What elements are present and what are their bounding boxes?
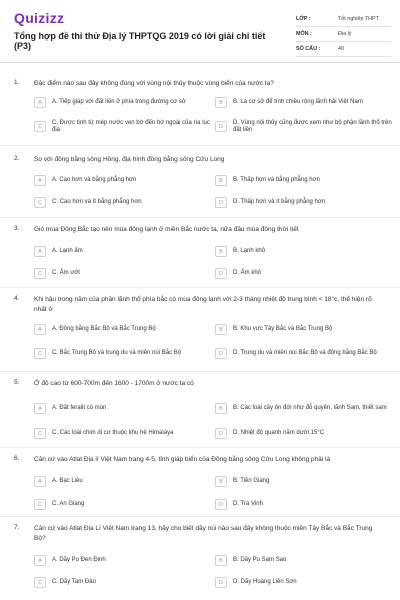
document-header <box>0 0 400 64</box>
option-letter-box: A <box>34 324 46 335</box>
option-letter-box: D <box>215 428 227 439</box>
option-text: B. Lạnh khô <box>233 248 266 254</box>
option-c[interactable] <box>34 266 214 281</box>
option-text: B. Tiền Giang <box>233 478 270 484</box>
question-divider <box>0 287 400 288</box>
option-b[interactable] <box>215 553 395 568</box>
meta-table <box>296 12 391 57</box>
question-text: Khi hậu trong năm của phần lãnh thổ phía bắc có mùa đông lạnh với 2-3 tháng nhiệt độ trung bình < 18°c, thể hiện rõ nhất ở <box>34 296 372 313</box>
question-text: Ở độ cao từ 600-700m đến 1600 - 1700m ở nước ta có <box>34 380 194 387</box>
option-text: D. Nhiệt độ quanh năm dưới 15°C <box>233 430 325 436</box>
question-text: Đặc điểm nào sau đây không đúng với vùng nội thủy thuộc vùng biển của nước ta? <box>34 80 274 87</box>
option-letter-box: B <box>215 403 227 414</box>
question-number: 2. <box>14 155 20 162</box>
option-text: C. Ấm ướt <box>52 270 80 276</box>
question-number: 5. <box>14 379 20 386</box>
question-text: So với đồng bằng sông Hồng, địa hình đồng bằng sông Cửu Long <box>34 156 225 163</box>
option-c[interactable] <box>34 426 214 441</box>
option-letter-box: C <box>34 428 46 439</box>
option-text: A. Đất feralit có mùn <box>52 405 107 411</box>
option-text: C. Được tính từ mép nước ven bờ đến bờ ngoài của rìa lục địa <box>52 119 210 133</box>
option-text: C. Các loài chim di cư thuộc khu hệ Himalaya <box>52 430 174 436</box>
option-letter-box: B <box>215 476 227 487</box>
question-text: Căn cứ vào Atlat Địa Lí Việt Nam trang 13, hãy cho biết dãy núi nào sau đây không thuộc miền Tây Bắc và Bắc Trung Bộ? <box>34 525 373 542</box>
option-a[interactable] <box>34 95 214 110</box>
option-letter-box: C <box>34 121 46 132</box>
question-number: 7. <box>14 524 20 531</box>
meta-row-class <box>296 12 391 27</box>
option-text: D. Vùng nội thủy cũng được xem như bộ phận lãnh thổ trên đất liền <box>233 119 392 133</box>
option-letter-box: B <box>215 324 227 335</box>
option-letter-box: A <box>34 246 46 257</box>
option-letter-box: B <box>215 555 227 566</box>
option-letter-box: A <box>34 476 46 487</box>
option-c[interactable] <box>34 575 214 590</box>
option-letter-box: D <box>215 121 227 132</box>
option-text: B. Là cơ sở để tính chiều rộng lãnh hải Việt Nam <box>233 99 363 105</box>
option-c[interactable] <box>34 497 214 512</box>
option-letter-box: C <box>34 197 46 208</box>
option-text: B. Các loài cây ôn đới như đỗ quyên, lãnh Sam, thiết sam <box>233 405 387 411</box>
option-text: C. An Giang <box>52 501 85 507</box>
option-d[interactable] <box>215 575 395 590</box>
meta-label: MÔN : <box>296 31 312 37</box>
option-letter-box: D <box>215 499 227 510</box>
question-divider <box>0 145 400 146</box>
option-letter-box: C <box>34 268 46 279</box>
question-number: 1. <box>14 79 20 86</box>
option-b[interactable] <box>215 173 395 188</box>
option-text: A. Dãy Pu Đen Đinh <box>52 557 106 563</box>
option-b[interactable] <box>215 474 395 489</box>
question-text: Gió mùa Đông Bắc tạo nên mùa đông lạnh ở miền Bắc nước ta, nửa đầu mùa đông thời tiết <box>34 226 299 233</box>
option-d[interactable] <box>215 497 395 512</box>
option-letter-box: B <box>215 246 227 257</box>
option-c[interactable] <box>34 346 214 361</box>
option-text: A. Đồng bằng Bắc Bộ và Bắc Trung Bộ <box>52 326 156 332</box>
meta-label: SỐ CÂU : <box>296 46 321 52</box>
option-letter-box: D <box>215 348 227 359</box>
meta-row-subject <box>296 27 391 42</box>
option-letter-box: D <box>215 268 227 279</box>
question-number: 4. <box>14 295 20 302</box>
option-a[interactable] <box>34 173 214 188</box>
option-text: A. Tiếp giáp với đất liền ở phía trong đường cơ sở <box>52 99 186 105</box>
option-b[interactable] <box>215 322 395 337</box>
option-letter-box: C <box>34 348 46 359</box>
meta-value: Tốt nghiệp THPT <box>338 16 379 22</box>
option-text: C. Dãy Tam Đảo <box>52 579 96 585</box>
question-divider <box>0 447 400 448</box>
meta-row-question-count <box>296 42 391 57</box>
option-d[interactable] <box>215 266 395 281</box>
meta-label: LỚP : <box>296 16 311 22</box>
meta-value: 40 <box>338 46 344 52</box>
option-text: A. Lạnh ẩm <box>52 248 83 254</box>
option-text: B. Khu vực Tây Bắc và Bắc Trung Bộ <box>233 326 333 332</box>
option-letter-box: C <box>34 577 46 588</box>
option-letter-box: C <box>34 499 46 510</box>
option-a[interactable] <box>34 244 214 259</box>
option-letter-box: D <box>215 197 227 208</box>
option-d[interactable] <box>215 426 395 441</box>
option-letter-box: A <box>34 97 46 108</box>
option-text: D. Trung du và miền núi Bắc Bộ và đồng bằng Bắc Bộ <box>233 350 377 356</box>
question-number: 3. <box>14 225 20 232</box>
question-divider <box>0 516 400 517</box>
meta-value: Địa lý <box>338 31 352 37</box>
option-c[interactable] <box>34 119 214 134</box>
option-text: D. Thấp hơn và ít bằng phẳng hơn <box>233 199 326 205</box>
option-c[interactable] <box>34 195 214 210</box>
question-divider <box>0 217 400 218</box>
quizizz-logo: Quizizz <box>14 10 65 26</box>
option-text: D. Ấm khô <box>233 270 262 276</box>
option-a[interactable] <box>34 474 214 489</box>
document-title: Tổng hợp đề thi thử Địa lý THPTQG 2019 có lời giải chi tiết (P3) <box>14 31 266 51</box>
option-text: C. Cao hơn và ít bằng phẳng hơn <box>52 199 142 205</box>
option-a[interactable] <box>34 553 214 568</box>
option-text: A. Bạc Liêu <box>52 478 83 484</box>
option-letter-box: A <box>34 403 46 414</box>
option-b[interactable] <box>215 244 395 259</box>
option-text: C. Bắc Trung Bộ và trung du và miền núi Bắc Bộ <box>52 350 182 356</box>
option-d[interactable] <box>215 346 395 361</box>
question-divider <box>0 371 400 372</box>
option-text: B. Thấp hơn và bằng phẳng hơn <box>233 177 320 183</box>
option-letter-box: A <box>34 555 46 566</box>
question-number: 6. <box>14 455 20 462</box>
option-text: B. Dãy Pu Sam Sao <box>233 557 287 563</box>
option-letter-box: B <box>215 97 227 108</box>
option-letter-box: D <box>215 577 227 588</box>
option-b[interactable] <box>215 95 395 110</box>
option-letter-box: B <box>215 175 227 186</box>
option-d[interactable] <box>215 119 395 134</box>
header-divider <box>0 62 400 63</box>
option-a[interactable] <box>34 322 214 337</box>
option-text: D. Dãy Hoàng Liên Sơn <box>233 579 297 585</box>
question-text: Căn cứ vào Atlat Địa lí Việt Nam trang 4-5, tỉnh giáp biển của Đồng bằng sông Cửu Long không phải là <box>34 456 331 463</box>
option-text: A. Cao hơn và bằng phẳng hơn <box>52 177 137 183</box>
option-letter-box: A <box>34 175 46 186</box>
option-a[interactable] <box>34 401 214 416</box>
option-d[interactable] <box>215 195 395 210</box>
option-b[interactable] <box>215 401 395 416</box>
option-text: D. Trà Vinh <box>233 501 263 507</box>
